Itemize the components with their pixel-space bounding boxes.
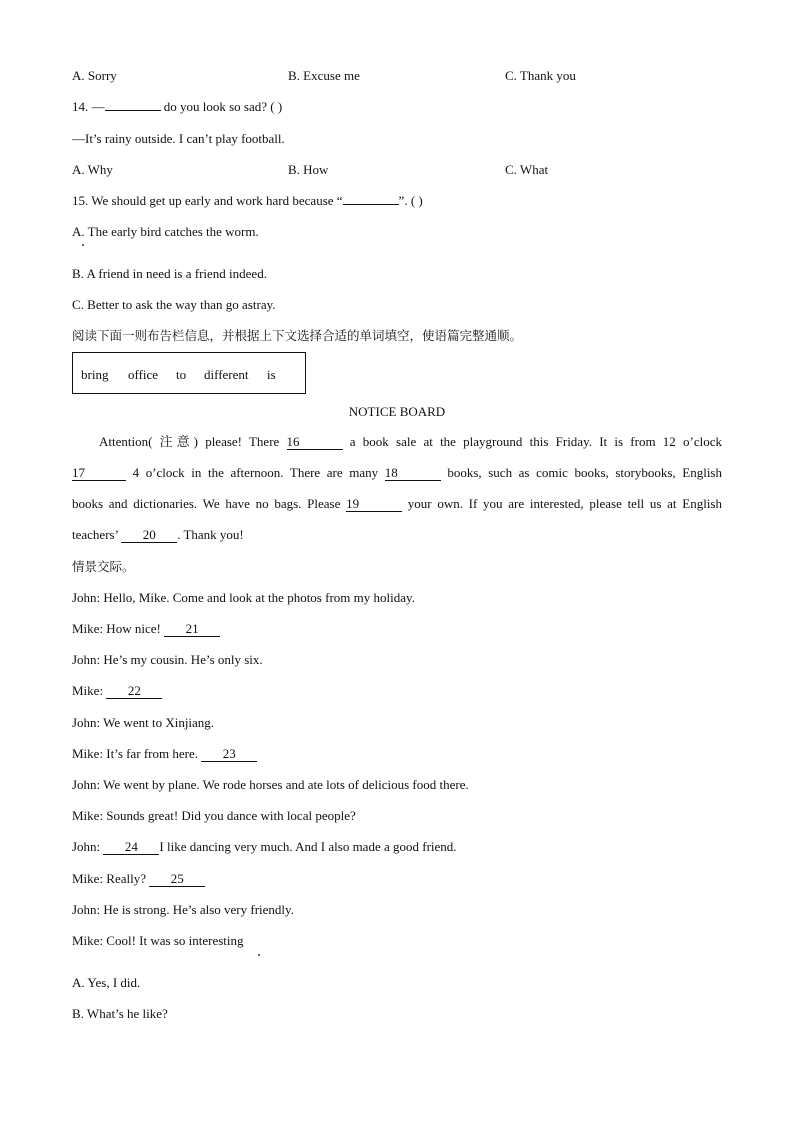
q13-option-a: A. Sorry — [72, 68, 117, 83]
notice-line-2 — [72, 465, 722, 481]
dialogue-line — [72, 871, 205, 887]
dialogue-instruction: 情景交际。 — [72, 559, 135, 574]
dialogue-line: John: He’s my cousin. He’s only six. — [72, 652, 263, 667]
notice-text: teachers’ — [72, 527, 122, 542]
q15-option-b: B. A friend in need is a friend indeed. — [72, 266, 267, 281]
speaker-text: Mike: Really? — [72, 871, 150, 886]
q14-option-c: C. What — [505, 162, 549, 177]
blank-24[interactable]: 24 — [103, 840, 159, 855]
q15-stem-pre: 15. We should get up early and work hard because “ — [72, 193, 343, 208]
speaker-text: Mike: How nice! — [72, 621, 165, 636]
dialogue-line: Mike: Sounds great! Did you dance with local people? — [72, 808, 356, 823]
notice-title: NOTICE BOARD — [348, 404, 446, 419]
answer-option-a: A. Yes, I did. — [72, 975, 141, 990]
dialogue-line: John: Hello, Mike. Come and look at the photos from my holiday. — [72, 590, 415, 605]
notice-text: . Thank you! — [177, 527, 244, 542]
dialogue-line: John: He is strong. He’s also very friendly. — [72, 902, 294, 917]
word-box-item: to — [176, 367, 187, 382]
q13-option-b: B. Excuse me — [288, 68, 360, 83]
word-box-item: bring — [81, 367, 109, 382]
word-box — [72, 352, 306, 394]
speaker-text: Mike: It’s far from here. — [72, 746, 202, 761]
blank-25[interactable]: 25 — [149, 872, 205, 887]
word-box-item: office — [128, 367, 159, 382]
q14-stem-text: do you look so sad? ( ) — [160, 99, 283, 114]
speaker-text: I like dancing very much. And I also made a good friend. — [159, 839, 457, 854]
q15-option-c: C. Better to ask the way than go astray. — [72, 297, 276, 312]
q15-stem — [72, 193, 423, 209]
q15-option-a: A. The early bird catches the worm. — [72, 224, 259, 239]
blank-22[interactable]: 22 — [106, 684, 162, 699]
notice-text: books and dictionaries. We have no bags. Please — [72, 496, 347, 511]
answer-option-b: B. What’s he like? — [72, 1006, 168, 1021]
q14-blank[interactable] — [105, 110, 161, 111]
dialogue-line: John: We went to Xinjiang. — [72, 715, 215, 730]
stray-dot — [258, 954, 260, 956]
q15-blank[interactable] — [343, 204, 399, 205]
dialogue-line — [72, 683, 162, 699]
blank-23[interactable]: 23 — [201, 747, 257, 762]
blank-20[interactable]: 20 — [121, 528, 177, 543]
dialogue-line — [72, 621, 220, 637]
q14-reply: —It’s rainy outside. I can’t play football. — [72, 131, 285, 146]
notice-text: your own. If you are interested, please tell us at English — [402, 496, 722, 511]
q14-option-a: A. Why — [72, 162, 113, 177]
q14-option-b: B. How — [288, 162, 329, 177]
stray-dot — [82, 244, 84, 246]
blank-17[interactable]: 17 — [72, 466, 126, 481]
dialogue-line: Mike: Cool! It was so interesting — [72, 933, 244, 948]
notice-text: Attention( 注意) please! There — [99, 434, 287, 449]
dialogue-line — [72, 746, 257, 762]
notice-text: books, such as comic books, storybooks, English — [440, 465, 722, 480]
blank-21[interactable]: 21 — [164, 622, 220, 637]
blank-16[interactable]: 16 — [287, 435, 343, 450]
speaker-text: John: — [72, 839, 104, 854]
notice-text: a book sale at the playground this Friday. It is from 12 o’clock — [342, 434, 722, 449]
notice-instruction: 阅读下面一则布告栏信息，并根据上下文选择合适的单词填空，使语篇完整通顺。 — [72, 328, 523, 343]
q14-number: 14. — — [72, 99, 105, 114]
q15-stem-post: ”. ( ) — [398, 193, 423, 208]
notice-line-4 — [72, 527, 244, 543]
notice-line-3 — [72, 496, 722, 512]
dialogue-line: John: We went by plane. We rode horses and ate lots of delicious food there. — [72, 777, 469, 792]
dialogue-line — [72, 839, 457, 855]
q14-stem — [72, 99, 282, 115]
word-box-item: different — [204, 367, 249, 382]
notice-line-1 — [72, 434, 722, 450]
word-box-item: is — [267, 367, 276, 382]
q13-option-c: C. Thank you — [505, 68, 576, 83]
blank-18[interactable]: 18 — [385, 466, 441, 481]
blank-19[interactable]: 19 — [346, 497, 402, 512]
notice-text: 4 o’clock in the afternoon. There are many — [126, 465, 385, 480]
speaker-text: Mike: — [72, 683, 107, 698]
